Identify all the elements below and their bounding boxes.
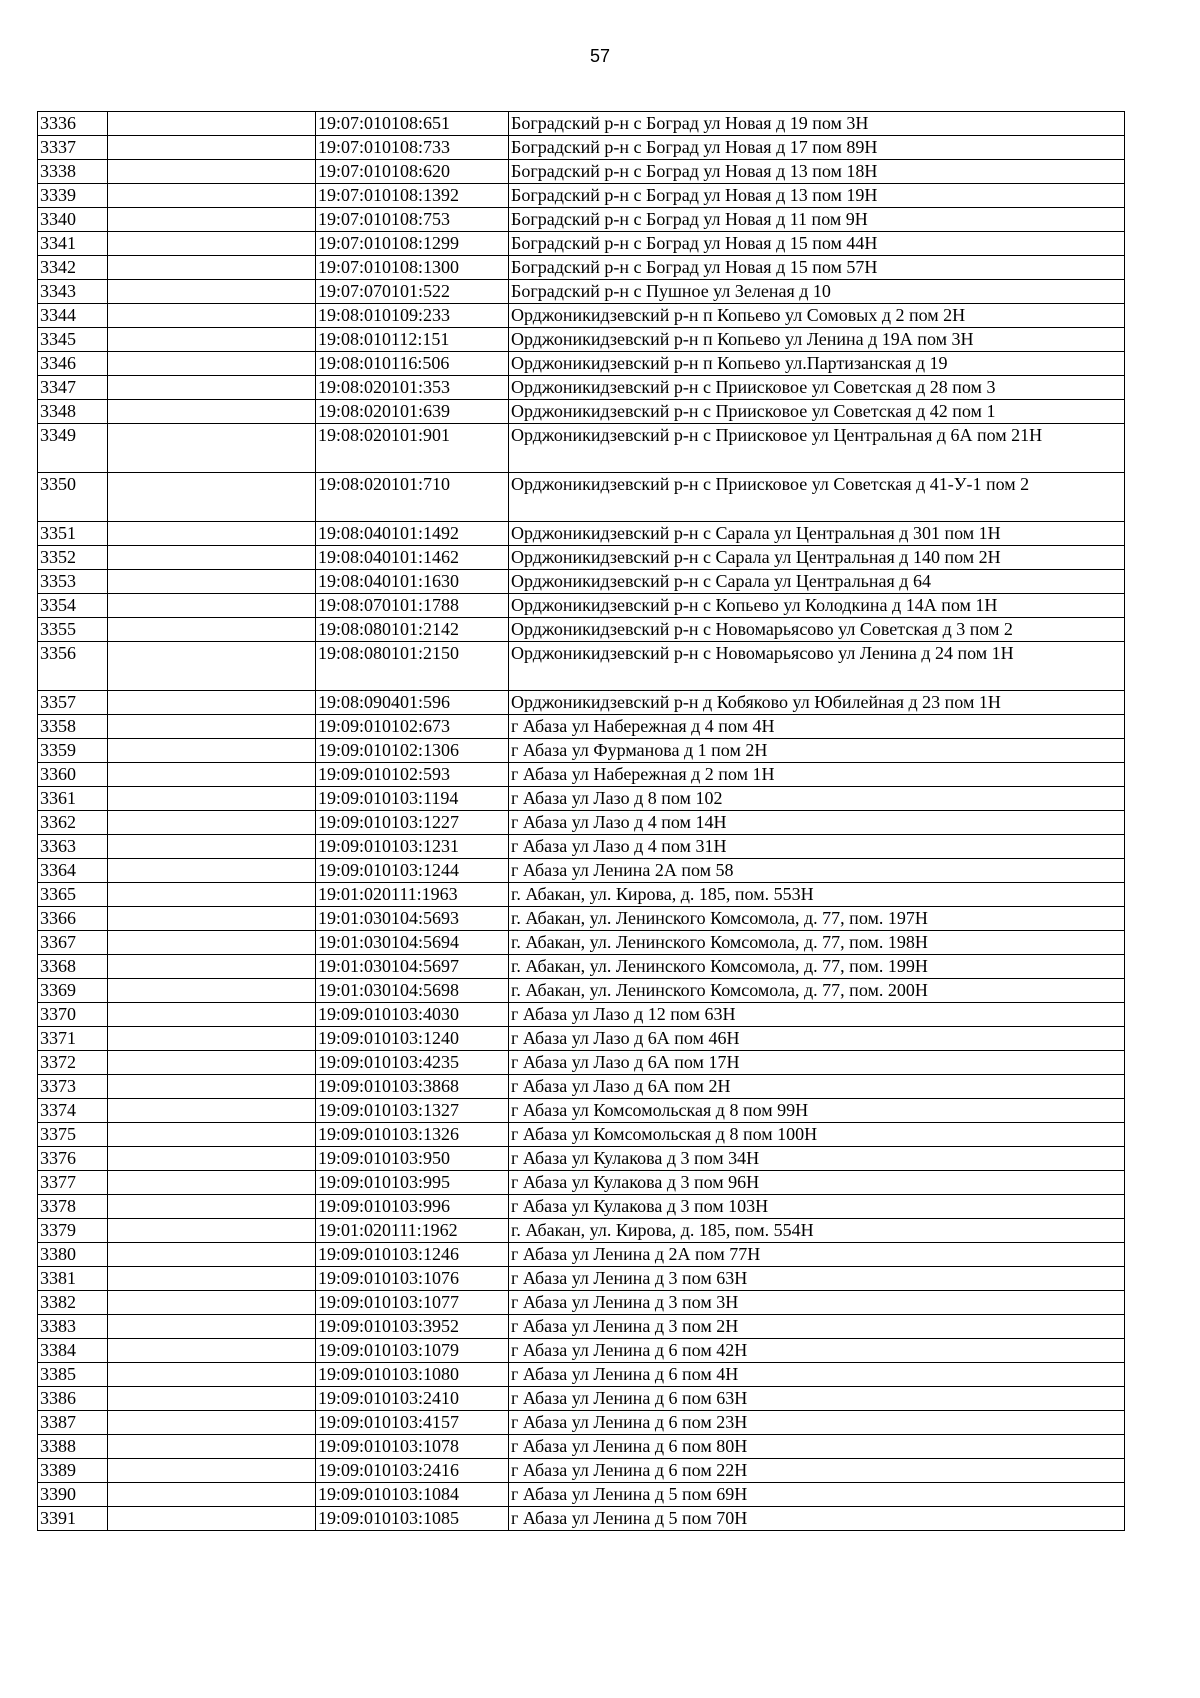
row-number-cell: 3354 <box>38 594 108 618</box>
blank-cell <box>108 184 316 208</box>
blank-cell <box>108 1483 316 1507</box>
row-number-cell: 3381 <box>38 1267 108 1291</box>
address-cell: г Абаза ул Набережная д 2 пом 1Н <box>509 763 1125 787</box>
blank-cell <box>108 522 316 546</box>
address-cell: г Абаза ул Ленина д 2А пом 77Н <box>509 1243 1125 1267</box>
table-row <box>38 739 1125 763</box>
cadastral-number-cell: 19:01:030104:5698 <box>316 979 509 1003</box>
cadastral-number-cell: 19:08:020101:901 <box>316 424 509 473</box>
address-cell: Орджоникидзевский р-н с Приисковое ул Советская д 41-У-1 пом 2 <box>509 473 1125 522</box>
blank-cell <box>108 424 316 473</box>
row-number-cell: 3387 <box>38 1411 108 1435</box>
table-row <box>38 618 1125 642</box>
row-number-cell: 3386 <box>38 1387 108 1411</box>
table-row <box>38 859 1125 883</box>
address-cell: г Абаза ул Комсомольская д 8 пом 99Н <box>509 1099 1125 1123</box>
cadastral-number-cell: 19:07:010108:1392 <box>316 184 509 208</box>
cadastral-number-cell: 19:09:010103:1080 <box>316 1363 509 1387</box>
address-cell: г Абаза ул Ленина д 3 пом 2Н <box>509 1315 1125 1339</box>
blank-cell <box>108 1363 316 1387</box>
row-number-cell: 3367 <box>38 931 108 955</box>
cadastral-number-cell: 19:09:010102:593 <box>316 763 509 787</box>
address-cell: Орджоникидзевский р-н п Копьево ул.Партизанская д 19 <box>509 352 1125 376</box>
row-number-cell: 3366 <box>38 907 108 931</box>
row-number-cell: 3342 <box>38 256 108 280</box>
table-row <box>38 1267 1125 1291</box>
address-cell: Орджоникидзевский р-н с Сарала ул Центральная д 64 <box>509 570 1125 594</box>
row-number-cell: 3346 <box>38 352 108 376</box>
table-row <box>38 1147 1125 1171</box>
table-row <box>38 811 1125 835</box>
cadastral-number-cell: 19:07:010108:1300 <box>316 256 509 280</box>
cadastral-number-cell: 19:09:010103:2416 <box>316 1459 509 1483</box>
cadastral-number-cell: 19:09:010103:4030 <box>316 1003 509 1027</box>
address-cell: Орджоникидзевский р-н с Приисковое ул Центральная д 6А пом 21Н <box>509 424 1125 473</box>
table-row <box>38 1123 1125 1147</box>
address-cell: г Абаза ул Ленина д 5 пом 69Н <box>509 1483 1125 1507</box>
address-cell: г Абаза ул Ленина д 6 пом 42Н <box>509 1339 1125 1363</box>
row-number-cell: 3338 <box>38 160 108 184</box>
address-cell: Орджоникидзевский р-н с Копьево ул Колодкина д 14А пом 1Н <box>509 594 1125 618</box>
cadastral-number-cell: 19:07:010108:651 <box>316 112 509 136</box>
cadastral-number-cell: 19:08:020101:639 <box>316 400 509 424</box>
row-number-cell: 3347 <box>38 376 108 400</box>
blank-cell <box>108 280 316 304</box>
cadastral-number-cell: 19:08:010109:233 <box>316 304 509 328</box>
table-row <box>38 1099 1125 1123</box>
table-row <box>38 1387 1125 1411</box>
cadastral-number-cell: 19:07:010108:733 <box>316 136 509 160</box>
cadastral-number-cell: 19:07:010108:620 <box>316 160 509 184</box>
table-row <box>38 1171 1125 1195</box>
table-row <box>38 1195 1125 1219</box>
cadastral-number-cell: 19:07:070101:522 <box>316 280 509 304</box>
cadastral-number-cell: 19:09:010103:1326 <box>316 1123 509 1147</box>
table-row <box>38 715 1125 739</box>
table-row <box>38 1339 1125 1363</box>
table-row <box>38 1411 1125 1435</box>
blank-cell <box>108 811 316 835</box>
table-row <box>38 955 1125 979</box>
cadastral-number-cell: 19:08:010112:151 <box>316 328 509 352</box>
row-number-cell: 3374 <box>38 1099 108 1123</box>
row-number-cell: 3364 <box>38 859 108 883</box>
blank-cell <box>108 1147 316 1171</box>
table-row <box>38 1003 1125 1027</box>
address-cell: г Абаза ул Ленина д 6 пом 80Н <box>509 1435 1125 1459</box>
row-number-cell: 3360 <box>38 763 108 787</box>
blank-cell <box>108 787 316 811</box>
table-row <box>38 232 1125 256</box>
cadastral-number-cell: 19:09:010103:1077 <box>316 1291 509 1315</box>
blank-cell <box>108 376 316 400</box>
row-number-cell: 3373 <box>38 1075 108 1099</box>
blank-cell <box>108 1003 316 1027</box>
cadastral-number-cell: 19:07:010108:753 <box>316 208 509 232</box>
blank-cell <box>108 1435 316 1459</box>
address-cell: г Абаза ул Ленина 2А пом 58 <box>509 859 1125 883</box>
table-row <box>38 473 1125 522</box>
table-row <box>38 1483 1125 1507</box>
blank-cell <box>108 1507 316 1531</box>
row-number-cell: 3352 <box>38 546 108 570</box>
table-row <box>38 1075 1125 1099</box>
table-row <box>38 1459 1125 1483</box>
row-number-cell: 3375 <box>38 1123 108 1147</box>
address-cell: г. Абакан, ул. Ленинского Комсомола, д. 77, пом. 199Н <box>509 955 1125 979</box>
address-cell: Орджоникидзевский р-н п Копьево ул Ленина д 19А пом 3Н <box>509 328 1125 352</box>
blank-cell <box>108 208 316 232</box>
address-cell: г Абаза ул Фурманова д 1 пом 2Н <box>509 739 1125 763</box>
address-cell: Орджоникидзевский р-н с Новомарьясово ул Ленина д 24 пом 1Н <box>509 642 1125 691</box>
row-number-cell: 3391 <box>38 1507 108 1531</box>
cadastral-number-cell: 19:01:030104:5697 <box>316 955 509 979</box>
table-row <box>38 522 1125 546</box>
blank-cell <box>108 304 316 328</box>
table-row <box>38 1291 1125 1315</box>
cadastral-number-cell: 19:01:020111:1963 <box>316 883 509 907</box>
cadastral-number-cell: 19:01:030104:5693 <box>316 907 509 931</box>
cadastral-number-cell: 19:09:010103:4235 <box>316 1051 509 1075</box>
address-cell: Боградский р-н с Боград ул Новая д 15 пом 57Н <box>509 256 1125 280</box>
table-row <box>38 1027 1125 1051</box>
blank-cell <box>108 1171 316 1195</box>
cadastral-number-cell: 19:08:020101:710 <box>316 473 509 522</box>
address-cell: Орджоникидзевский р-н с Приисковое ул Советская д 42 пом 1 <box>509 400 1125 424</box>
cadastral-number-cell: 19:08:080101:2142 <box>316 618 509 642</box>
table-row <box>38 328 1125 352</box>
table-row <box>38 184 1125 208</box>
blank-cell <box>108 1267 316 1291</box>
cadastral-number-cell: 19:09:010103:1078 <box>316 1435 509 1459</box>
row-number-cell: 3336 <box>38 112 108 136</box>
cadastral-number-cell: 19:07:010108:1299 <box>316 232 509 256</box>
table-row <box>38 763 1125 787</box>
blank-cell <box>108 642 316 691</box>
blank-cell <box>108 763 316 787</box>
row-number-cell: 3344 <box>38 304 108 328</box>
row-number-cell: 3388 <box>38 1435 108 1459</box>
row-number-cell: 3353 <box>38 570 108 594</box>
table-row <box>38 160 1125 184</box>
table-row <box>38 208 1125 232</box>
row-number-cell: 3340 <box>38 208 108 232</box>
blank-cell <box>108 546 316 570</box>
address-cell: г Абаза ул Ленина д 6 пом 23Н <box>509 1411 1125 1435</box>
address-cell: Боградский р-н с Боград ул Новая д 11 пом 9Н <box>509 208 1125 232</box>
blank-cell <box>108 1291 316 1315</box>
row-number-cell: 3349 <box>38 424 108 473</box>
cadastral-number-cell: 19:09:010102:673 <box>316 715 509 739</box>
blank-cell <box>108 979 316 1003</box>
cadastral-number-cell: 19:09:010103:1194 <box>316 787 509 811</box>
cadastral-number-cell: 19:09:010103:1246 <box>316 1243 509 1267</box>
blank-cell <box>108 570 316 594</box>
blank-cell <box>108 691 316 715</box>
address-cell: г. Абакан, ул. Ленинского Комсомола, д. 77, пом. 198Н <box>509 931 1125 955</box>
table-row <box>38 570 1125 594</box>
blank-cell <box>108 931 316 955</box>
table-row <box>38 787 1125 811</box>
blank-cell <box>108 1339 316 1363</box>
row-number-cell: 3385 <box>38 1363 108 1387</box>
table-row <box>38 376 1125 400</box>
table-row <box>38 1243 1125 1267</box>
blank-cell <box>108 112 316 136</box>
table-row <box>38 256 1125 280</box>
cadastral-number-cell: 19:09:010102:1306 <box>316 739 509 763</box>
table-row <box>38 280 1125 304</box>
row-number-cell: 3363 <box>38 835 108 859</box>
table-row <box>38 931 1125 955</box>
blank-cell <box>108 256 316 280</box>
cadastral-number-cell: 19:09:010103:1084 <box>316 1483 509 1507</box>
address-cell: г Абаза ул Лазо д 6А пом 46Н <box>509 1027 1125 1051</box>
blank-cell <box>108 835 316 859</box>
cadastral-number-cell: 19:09:010103:1240 <box>316 1027 509 1051</box>
table-row <box>38 112 1125 136</box>
cadastral-number-cell: 19:08:040101:1492 <box>316 522 509 546</box>
address-cell: Орджоникидзевский р-н п Копьево ул Сомовых д 2 пом 2Н <box>509 304 1125 328</box>
row-number-cell: 3384 <box>38 1339 108 1363</box>
row-number-cell: 3380 <box>38 1243 108 1267</box>
blank-cell <box>108 352 316 376</box>
cadastral-number-cell: 19:08:020101:353 <box>316 376 509 400</box>
blank-cell <box>108 1027 316 1051</box>
table-row <box>38 594 1125 618</box>
table-row <box>38 907 1125 931</box>
row-number-cell: 3358 <box>38 715 108 739</box>
cadastral-number-cell: 19:09:010103:3868 <box>316 1075 509 1099</box>
address-cell: г Абаза ул Ленина д 6 пом 22Н <box>509 1459 1125 1483</box>
row-number-cell: 3361 <box>38 787 108 811</box>
table-row <box>38 979 1125 1003</box>
cadastral-number-cell: 19:09:010103:2410 <box>316 1387 509 1411</box>
table-row <box>38 424 1125 473</box>
blank-cell <box>108 715 316 739</box>
blank-cell <box>108 328 316 352</box>
blank-cell <box>108 859 316 883</box>
row-number-cell: 3350 <box>38 473 108 522</box>
row-number-cell: 3390 <box>38 1483 108 1507</box>
property-registry-table <box>37 111 1125 1531</box>
cadastral-number-cell: 19:08:080101:2150 <box>316 642 509 691</box>
address-cell: г Абаза ул Лазо д 4 пом 14Н <box>509 811 1125 835</box>
blank-cell <box>108 160 316 184</box>
cadastral-number-cell: 19:08:040101:1630 <box>316 570 509 594</box>
row-number-cell: 3382 <box>38 1291 108 1315</box>
address-cell: Орджоникидзевский р-н д Кобяково ул Юбилейная д 23 пом 1Н <box>509 691 1125 715</box>
row-number-cell: 3365 <box>38 883 108 907</box>
blank-cell <box>108 1099 316 1123</box>
address-cell: г. Абакан, ул. Ленинского Комсомола, д. 77, пом. 197Н <box>509 907 1125 931</box>
row-number-cell: 3369 <box>38 979 108 1003</box>
address-cell: г Абаза ул Ленина д 5 пом 70Н <box>509 1507 1125 1531</box>
row-number-cell: 3376 <box>38 1147 108 1171</box>
cadastral-number-cell: 19:09:010103:1076 <box>316 1267 509 1291</box>
table-row <box>38 400 1125 424</box>
address-cell: г Абаза ул Кулакова д 3 пом 34Н <box>509 1147 1125 1171</box>
registry-table-body <box>38 112 1125 1531</box>
cadastral-number-cell: 19:01:030104:5694 <box>316 931 509 955</box>
address-cell: г Абаза ул Лазо д 6А пом 17Н <box>509 1051 1125 1075</box>
page-number: 57 <box>589 46 611 66</box>
address-cell: г Абаза ул Лазо д 8 пом 102 <box>509 787 1125 811</box>
row-number-cell: 3357 <box>38 691 108 715</box>
cadastral-number-cell: 19:09:010103:1244 <box>316 859 509 883</box>
table-row <box>38 352 1125 376</box>
row-number-cell: 3389 <box>38 1459 108 1483</box>
address-cell: г Абаза ул Лазо д 12 пом 63Н <box>509 1003 1125 1027</box>
blank-cell <box>108 1123 316 1147</box>
address-cell: Орджоникидзевский р-н с Сарала ул Центральная д 301 пом 1Н <box>509 522 1125 546</box>
cadastral-number-cell: 19:08:090401:596 <box>316 691 509 715</box>
blank-cell <box>108 1387 316 1411</box>
blank-cell <box>108 955 316 979</box>
table-row <box>38 1507 1125 1531</box>
blank-cell <box>108 883 316 907</box>
table-row <box>38 546 1125 570</box>
address-cell: г. Абакан, ул. Кирова, д. 185, пом. 554Н <box>509 1219 1125 1243</box>
blank-cell <box>108 136 316 160</box>
table-row <box>38 883 1125 907</box>
cadastral-number-cell: 19:09:010103:950 <box>316 1147 509 1171</box>
blank-cell <box>108 1411 316 1435</box>
row-number-cell: 3339 <box>38 184 108 208</box>
cadastral-number-cell: 19:09:010103:996 <box>316 1195 509 1219</box>
cadastral-number-cell: 19:09:010103:1231 <box>316 835 509 859</box>
row-number-cell: 3356 <box>38 642 108 691</box>
address-cell: г Абаза ул Кулакова д 3 пом 96Н <box>509 1171 1125 1195</box>
cadastral-number-cell: 19:09:010103:1227 <box>316 811 509 835</box>
blank-cell <box>108 907 316 931</box>
blank-cell <box>108 594 316 618</box>
blank-cell <box>108 1075 316 1099</box>
cadastral-number-cell: 19:09:010103:1085 <box>316 1507 509 1531</box>
cadastral-number-cell: 19:08:010116:506 <box>316 352 509 376</box>
address-cell: г Абаза ул Ленина д 6 пом 4Н <box>509 1363 1125 1387</box>
row-number-cell: 3348 <box>38 400 108 424</box>
cadastral-number-cell: 19:09:010103:995 <box>316 1171 509 1195</box>
table-row <box>38 1219 1125 1243</box>
cadastral-number-cell: 19:08:070101:1788 <box>316 594 509 618</box>
row-number-cell: 3345 <box>38 328 108 352</box>
blank-cell <box>108 1219 316 1243</box>
row-number-cell: 3379 <box>38 1219 108 1243</box>
address-cell: г Абаза ул Ленина д 6 пом 63Н <box>509 1387 1125 1411</box>
table-row <box>38 1435 1125 1459</box>
address-cell: Орджоникидзевский р-н с Сарала ул Центральная д 140 пом 2Н <box>509 546 1125 570</box>
table-row <box>38 1051 1125 1075</box>
row-number-cell: 3359 <box>38 739 108 763</box>
cadastral-number-cell: 19:09:010103:4157 <box>316 1411 509 1435</box>
address-cell: Боградский р-н с Боград ул Новая д 19 пом 3Н <box>509 112 1125 136</box>
row-number-cell: 3370 <box>38 1003 108 1027</box>
address-cell: Боградский р-н с Боград ул Новая д 13 пом 18Н <box>509 160 1125 184</box>
address-cell: г Абаза ул Ленина д 3 пом 63Н <box>509 1267 1125 1291</box>
address-cell: г. Абакан, ул. Ленинского Комсомола, д. 77, пом. 200Н <box>509 979 1125 1003</box>
blank-cell <box>108 400 316 424</box>
row-number-cell: 3368 <box>38 955 108 979</box>
row-number-cell: 3372 <box>38 1051 108 1075</box>
address-cell: Орджоникидзевский р-н с Приисковое ул Советская д 28 пом 3 <box>509 376 1125 400</box>
row-number-cell: 3362 <box>38 811 108 835</box>
address-cell: г Абаза ул Набережная д 4 пом 4Н <box>509 715 1125 739</box>
row-number-cell: 3378 <box>38 1195 108 1219</box>
cadastral-number-cell: 19:01:020111:1962 <box>316 1219 509 1243</box>
address-cell: г Абаза ул Комсомольская д 8 пом 100Н <box>509 1123 1125 1147</box>
blank-cell <box>108 1195 316 1219</box>
row-number-cell: 3337 <box>38 136 108 160</box>
address-cell: г. Абакан, ул. Кирова, д. 185, пом. 553Н <box>509 883 1125 907</box>
table-row <box>38 1363 1125 1387</box>
cadastral-number-cell: 19:09:010103:1327 <box>316 1099 509 1123</box>
address-cell: Боградский р-н с Боград ул Новая д 17 пом 89Н <box>509 136 1125 160</box>
table-row <box>38 691 1125 715</box>
address-cell: г Абаза ул Ленина д 3 пом 3Н <box>509 1291 1125 1315</box>
row-number-cell: 3343 <box>38 280 108 304</box>
address-cell: Орджоникидзевский р-н с Новомарьясово ул Советская д 3 пом 2 <box>509 618 1125 642</box>
blank-cell <box>108 232 316 256</box>
blank-cell <box>108 618 316 642</box>
table-row <box>38 304 1125 328</box>
address-cell: Боградский р-н с Боград ул Новая д 13 пом 19Н <box>509 184 1125 208</box>
cadastral-number-cell: 19:09:010103:3952 <box>316 1315 509 1339</box>
table-row <box>38 642 1125 691</box>
row-number-cell: 3341 <box>38 232 108 256</box>
address-cell: г Абаза ул Лазо д 4 пом 31Н <box>509 835 1125 859</box>
cadastral-number-cell: 19:08:040101:1462 <box>316 546 509 570</box>
address-cell: Боградский р-н с Боград ул Новая д 15 пом 44Н <box>509 232 1125 256</box>
row-number-cell: 3371 <box>38 1027 108 1051</box>
blank-cell <box>108 1315 316 1339</box>
table-row <box>38 136 1125 160</box>
table-row <box>38 835 1125 859</box>
blank-cell <box>108 1051 316 1075</box>
row-number-cell: 3377 <box>38 1171 108 1195</box>
cadastral-number-cell: 19:09:010103:1079 <box>316 1339 509 1363</box>
row-number-cell: 3351 <box>38 522 108 546</box>
row-number-cell: 3383 <box>38 1315 108 1339</box>
address-cell: г Абаза ул Кулакова д 3 пом 103Н <box>509 1195 1125 1219</box>
address-cell: Боградский р-н с Пушное ул Зеленая д 10 <box>509 280 1125 304</box>
blank-cell <box>108 1243 316 1267</box>
address-cell: г Абаза ул Лазо д 6А пом 2Н <box>509 1075 1125 1099</box>
blank-cell <box>108 739 316 763</box>
blank-cell <box>108 1459 316 1483</box>
blank-cell <box>108 473 316 522</box>
table-row <box>38 1315 1125 1339</box>
row-number-cell: 3355 <box>38 618 108 642</box>
